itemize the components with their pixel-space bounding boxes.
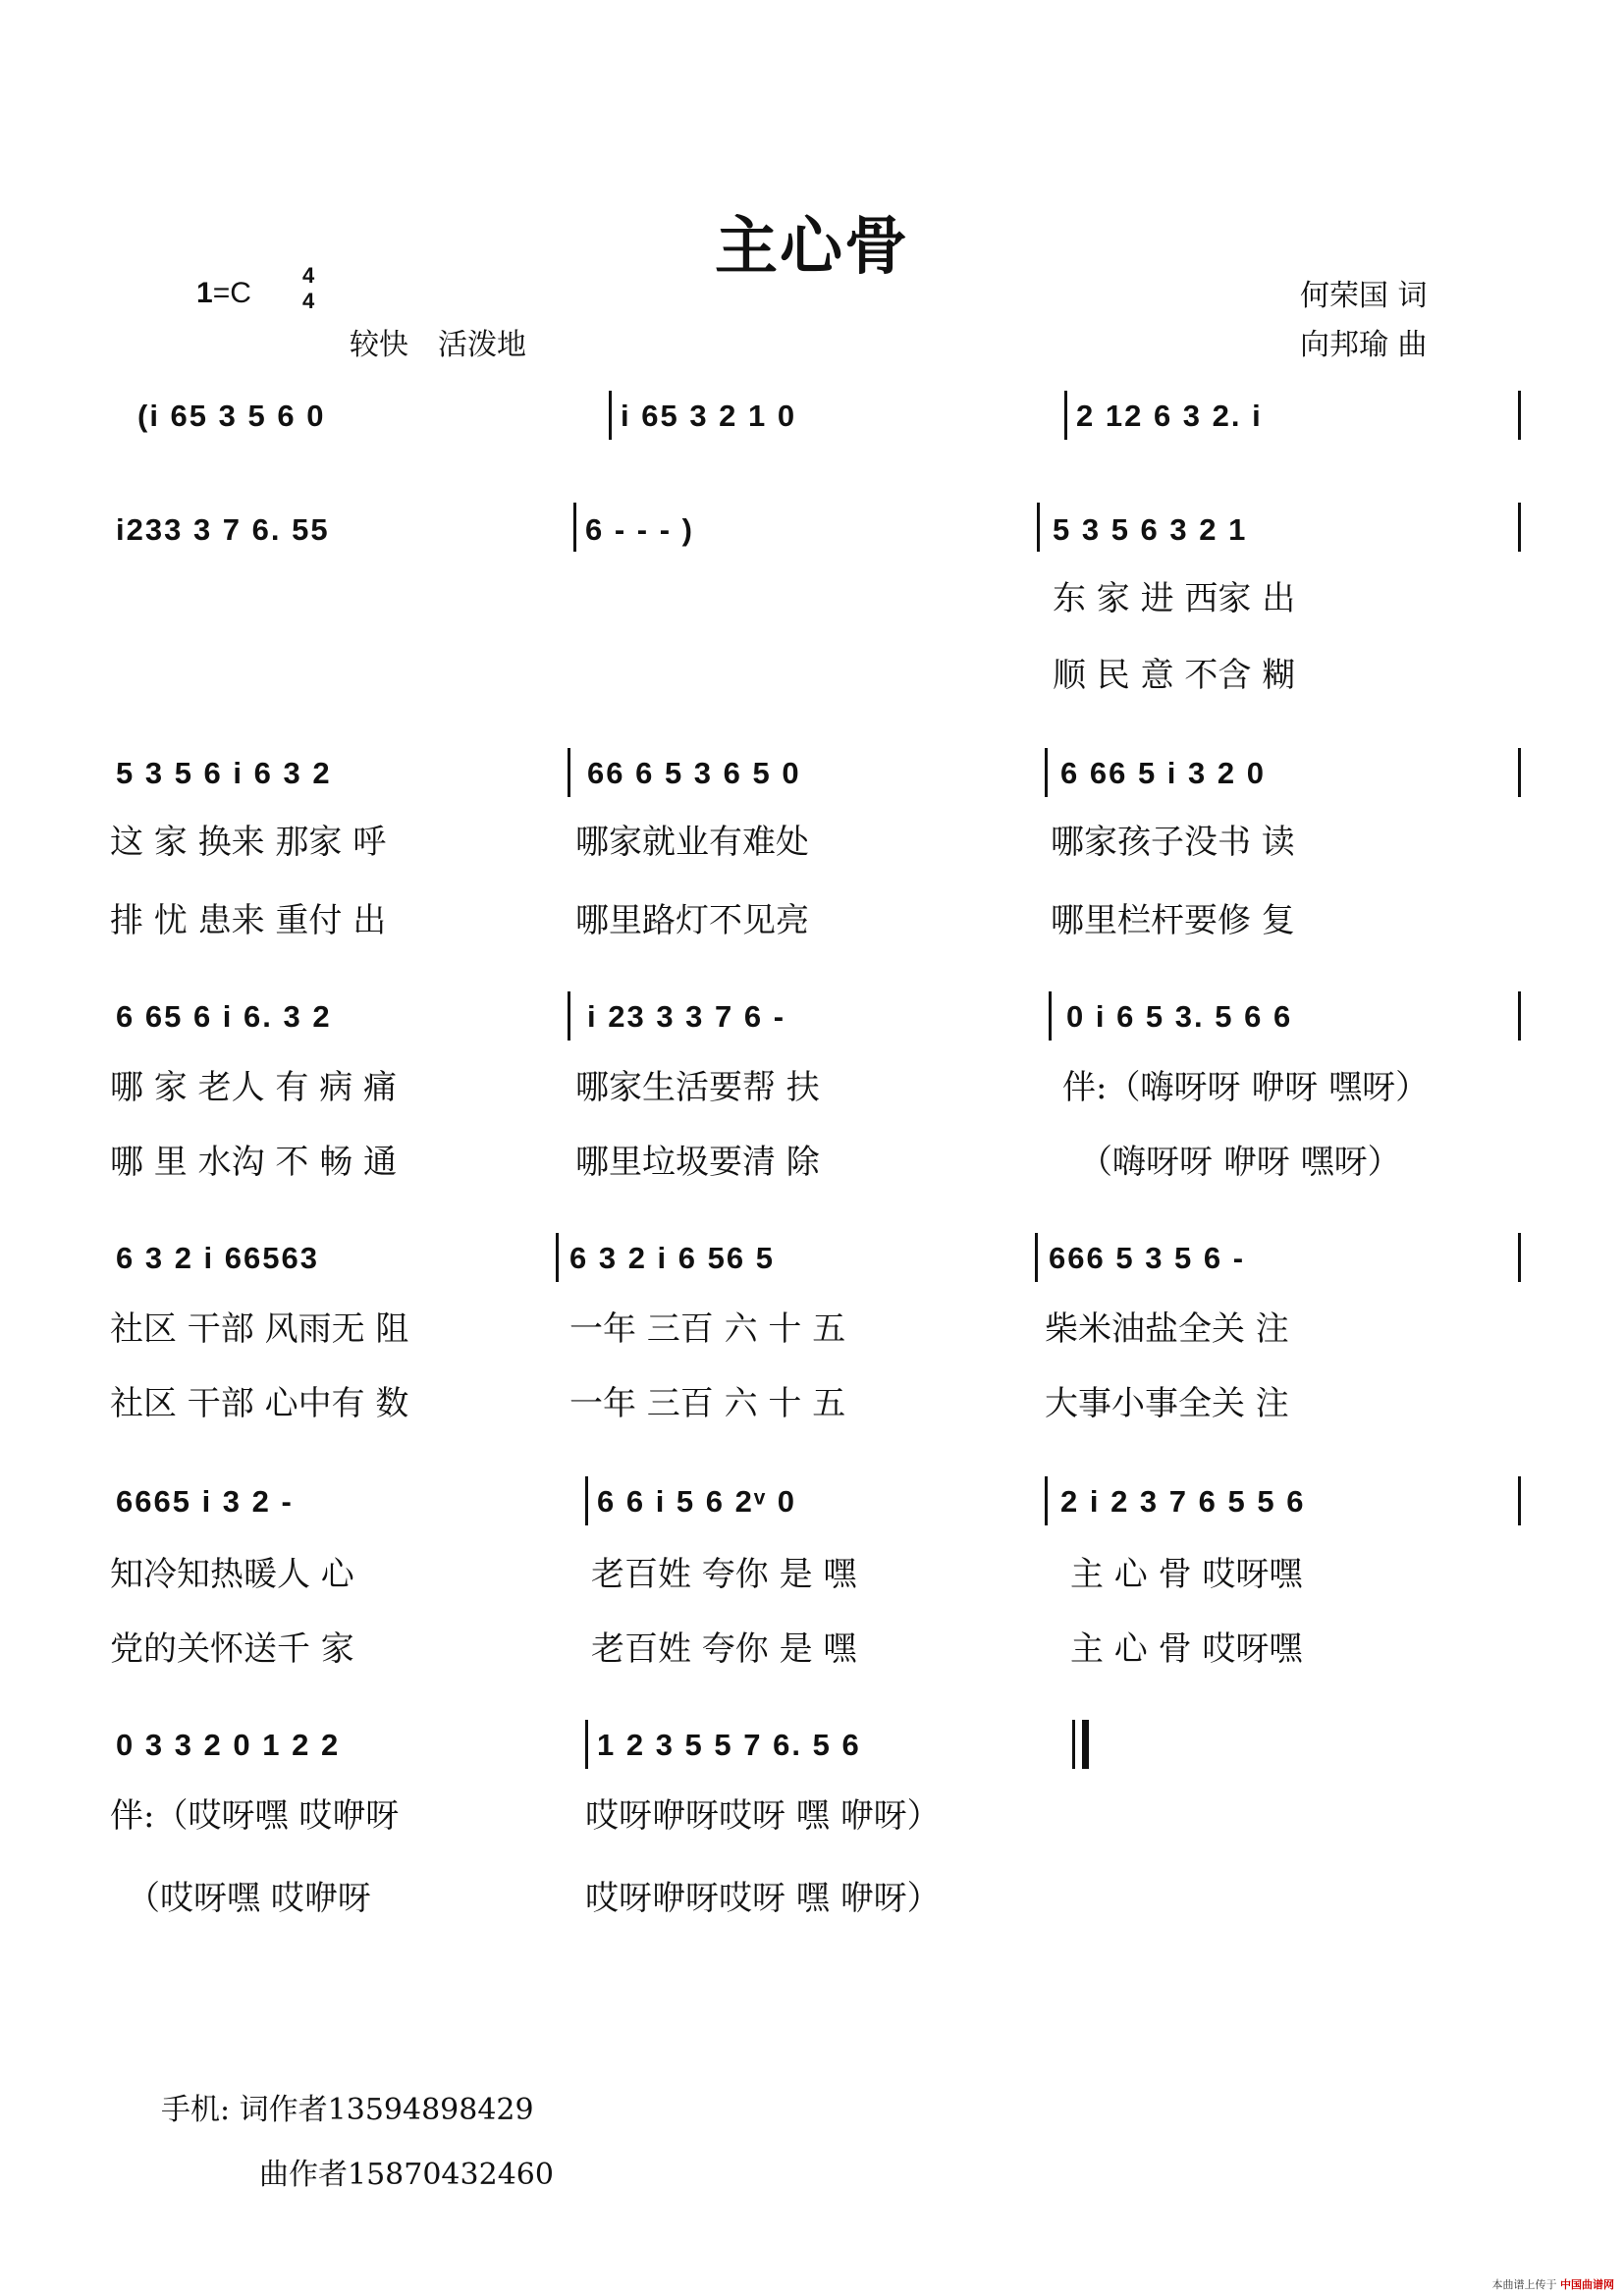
footer-brand: 中国曲谱网	[1560, 2278, 1614, 2291]
barline	[585, 1476, 588, 1525]
time-bottom: 4	[302, 289, 315, 313]
barline	[568, 748, 570, 797]
lyric-r5-m2-v1: 主 心 骨 哎呀嘿	[1070, 1555, 1303, 1594]
barline	[1518, 748, 1521, 797]
notes-r3-m0: 6 65 6 i 6. 3 2	[116, 999, 332, 1034]
key-name: =C	[212, 277, 251, 309]
notes-r6-m1: 1 2 3 5 5 7 6. 5 6	[597, 1728, 861, 1762]
lyric-r4-m1-v2: 一年 三百 六 十 五	[569, 1384, 846, 1423]
song-title: 主心骨	[715, 210, 909, 284]
barline	[585, 1720, 588, 1769]
lyric-r4-m1-v1: 一年 三百 六 十 五	[569, 1309, 846, 1349]
lyric-r4-m2-v2: 大事小事全关 注	[1045, 1384, 1289, 1423]
lyric-r2-m1-v2: 哪里路灯不见亮	[575, 901, 809, 940]
notes-r3-m2: 0 i 6 5 3. 5 6 6	[1066, 999, 1293, 1034]
notes-r0-m1: i 65 3 2 1 0	[621, 399, 797, 433]
lyric-r4-m0-v1: 社区 干部 风雨无 阻	[110, 1309, 409, 1349]
lyric-r2-m2-v1: 哪家孩子没书 读	[1051, 823, 1295, 862]
lyric-r1-v1: 东 家 进 西家 出	[1053, 579, 1296, 618]
lyric-r3-m1-v2: 哪里垃圾要清 除	[575, 1143, 820, 1182]
barline	[1072, 1720, 1075, 1769]
lyric-r3-m2-v2: （嗨呀呀 咿呀 嘿呀）	[1062, 1143, 1401, 1182]
notes-r6-m0: 0 3 3 2 0 1 2 2	[116, 1728, 341, 1762]
footer-watermark	[1492, 2276, 1615, 2292]
lyric-r3-m0-v1: 哪 家 老人 有 病 痛	[110, 1068, 398, 1107]
lyric-r2-m2-v2: 哪里栏杆要修 复	[1051, 901, 1295, 940]
barline	[1518, 503, 1521, 552]
lyric-r5-m0-v2: 党的关怀送千 家	[110, 1629, 354, 1669]
barline	[568, 991, 570, 1041]
barline	[1518, 1233, 1521, 1282]
lyric-r2-m0-v2: 排 忧 患来 重付 出	[110, 901, 387, 940]
barline	[1064, 391, 1067, 440]
footer-prefix: 本曲谱上传于	[1491, 2278, 1557, 2291]
lyric-r1-v2: 顺 民 意 不含 糊	[1053, 656, 1296, 695]
lyric-r6-m1-v2: 哎呀咿呀哎呀 嘿 咿呀）	[585, 1879, 941, 1918]
barline	[573, 503, 576, 552]
barline	[1518, 391, 1521, 440]
key-number: 1	[196, 277, 213, 309]
barline	[609, 391, 612, 440]
lyric-r5-m1-v1: 老百姓 夸你 是 嘿	[591, 1555, 857, 1594]
lyricist-credit: 何荣国 词	[1300, 279, 1428, 313]
barline	[1035, 1233, 1038, 1282]
notes-r1-m2: 5 3 5 6 3 2 1	[1053, 512, 1248, 547]
barline	[1037, 503, 1040, 552]
lyric-r3-m2-v1: 伴:（嗨呀呀 咿呀 嘿呀）	[1062, 1068, 1430, 1107]
lyric-r5-m1-v2: 老百姓 夸你 是 嘿	[591, 1629, 857, 1669]
notes-r1-m1: 6 - - - )	[585, 512, 694, 547]
notes-r1-m0: i233 3 7 6. 55	[116, 512, 330, 547]
notes-r4-m0: 6 3 2 i 66563	[116, 1241, 319, 1275]
notes-r0-m2: 2 12 6 3 2. i	[1076, 399, 1263, 433]
contact-line2: 曲作者15870432460	[259, 2158, 554, 2192]
lyric-r5-m2-v2: 主 心 骨 哎呀嘿	[1070, 1629, 1303, 1669]
notes-r4-m1: 6 3 2 i 6 56 5	[569, 1241, 775, 1275]
lyric-r3-m1-v1: 哪家生活要帮 扶	[575, 1068, 820, 1107]
lyric-r6-m0-v2: （哎呀嘿 哎咿呀	[110, 1879, 371, 1918]
lyric-r2-m1-v1: 哪家就业有难处	[575, 823, 809, 862]
lyric-r2-m0-v1: 这 家 换来 那家 呼	[110, 823, 387, 862]
composer-credit: 向邦瑜 曲	[1300, 328, 1428, 362]
notes-r2-m1: 66 6 5 3 6 5 0	[587, 756, 801, 790]
lyric-r3-m0-v2: 哪 里 水沟 不 畅 通	[110, 1143, 398, 1182]
barline	[1518, 1476, 1521, 1525]
notes-r5-m2: 2 i 2 3 7 6 5 5 6	[1060, 1484, 1306, 1519]
notes-r4-m2: 666 5 3 5 6 -	[1049, 1241, 1246, 1275]
barline	[1045, 1476, 1048, 1525]
notes-r2-m2: 6 66 5 i 3 2 0	[1060, 756, 1266, 790]
contact-line1: 手机: 词作者13594898429	[161, 2093, 534, 2127]
time-signature	[302, 263, 314, 314]
final-barline	[1082, 1720, 1089, 1769]
lyric-r5-m0-v1: 知冷知热暖人 心	[110, 1555, 354, 1594]
notes-r3-m1: i 23 3 3 7 6 -	[587, 999, 786, 1034]
barline	[1049, 991, 1052, 1041]
tempo-marking: 较快 活泼地	[350, 328, 526, 362]
lyric-r4-m0-v2: 社区 干部 心中有 数	[110, 1384, 409, 1423]
barline	[1045, 748, 1048, 797]
barline	[556, 1233, 559, 1282]
lyric-r6-m1-v1: 哎呀咿呀哎呀 嘿 咿呀）	[585, 1796, 941, 1836]
notes-r5-m0: 6665 i 3 2 -	[116, 1484, 294, 1519]
key-signature	[196, 277, 251, 310]
notes-r5-m1: 6 6 i 5 6 2ᵛ 0	[597, 1484, 797, 1519]
lyric-r6-m0-v1: 伴:（哎呀嘿 哎咿呀	[110, 1796, 400, 1836]
notes-r0-m0: (i 65 3 5 6 0	[137, 399, 326, 433]
notes-r2-m0: 5 3 5 6 i 6 3 2	[116, 756, 332, 790]
barline	[1518, 991, 1521, 1041]
lyric-r4-m2-v1: 柴米油盐全关 注	[1045, 1309, 1289, 1349]
time-top: 4	[302, 263, 315, 288]
